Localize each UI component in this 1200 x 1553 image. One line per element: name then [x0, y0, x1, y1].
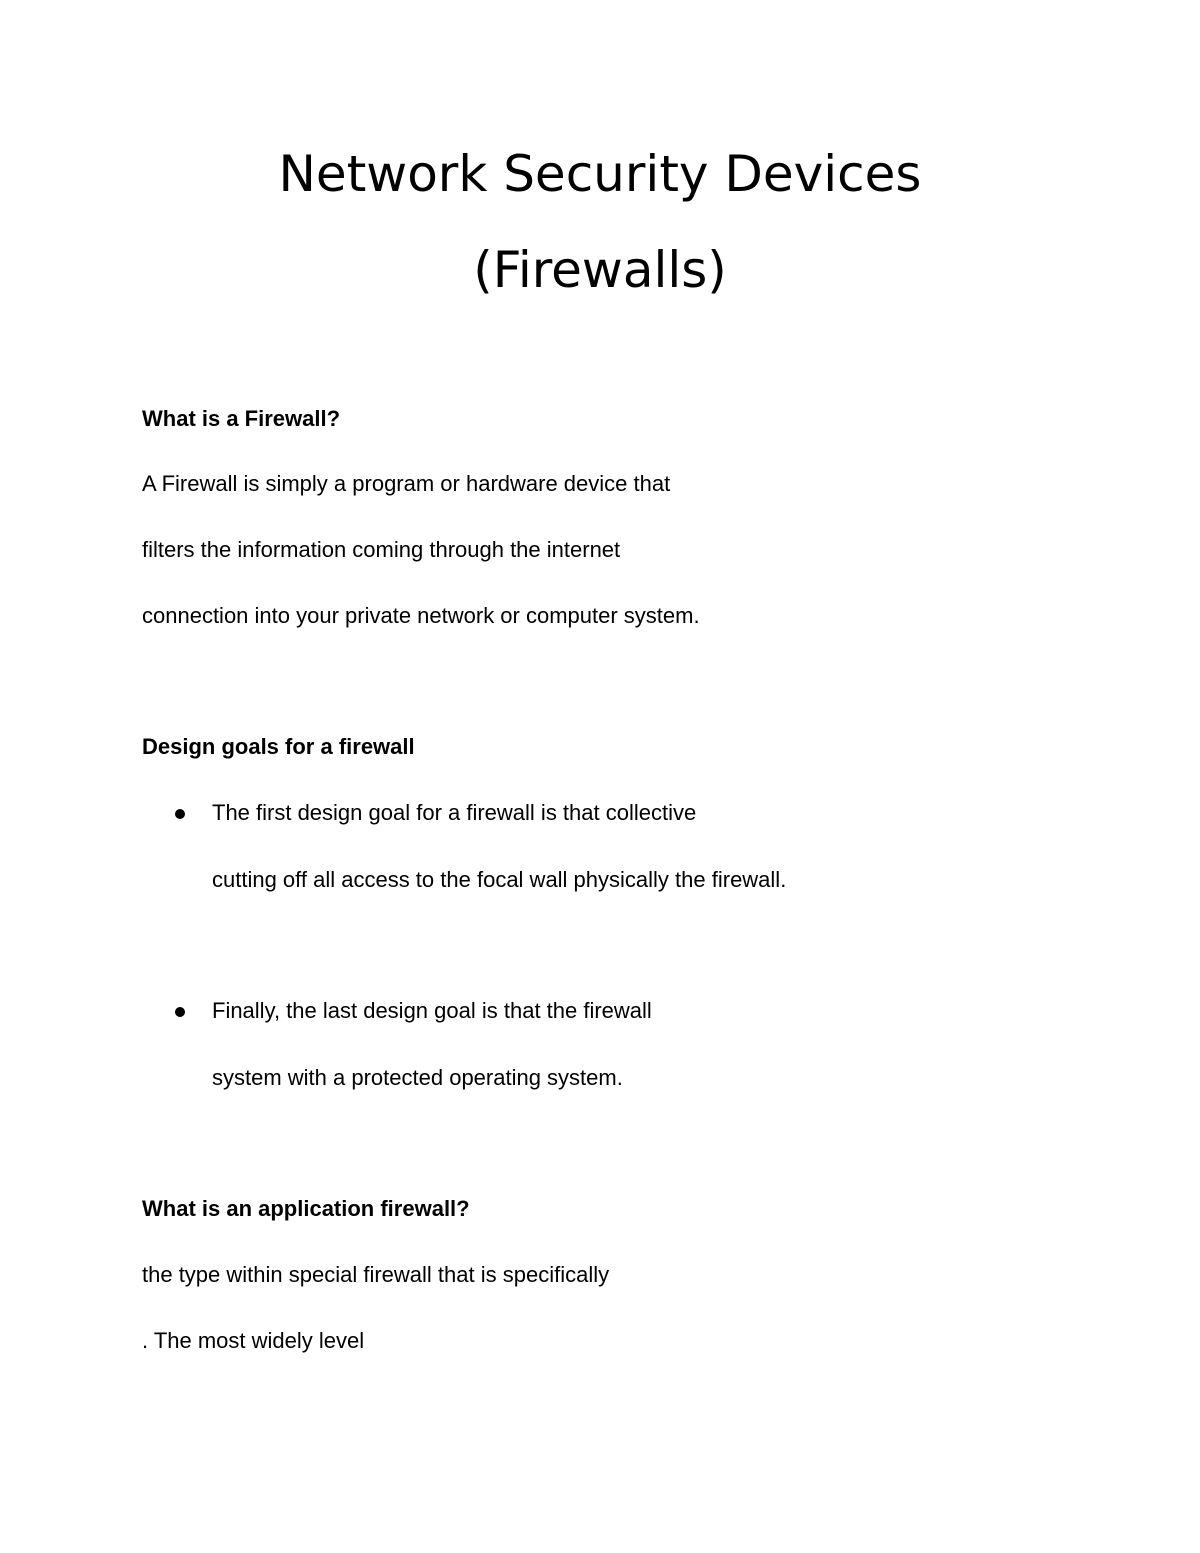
- document-title-line1: Network Security Devices: [278, 145, 922, 203]
- bullet-item-line: Finally, the last design goal is that the firewall: [212, 998, 652, 1023]
- paragraph-line: filters the information coming through the internet: [142, 537, 621, 562]
- section-heading-application-firewall: What is an application firewall?: [142, 1196, 470, 1221]
- bullet-item-line: system with a protected operating system.: [212, 1065, 623, 1090]
- section-heading-design-goals: Design goals for a firewall: [142, 734, 415, 759]
- bullet-icon: [175, 809, 185, 819]
- paragraph-line: the type within special firewall that is specifically: [142, 1262, 610, 1287]
- bullet-item-line: cutting off all access to the focal wall physically the firewall.: [212, 867, 787, 892]
- bullet-item-line: The first design goal for a firewall is that collective: [212, 800, 697, 825]
- paragraph-line: . The most widely level: [142, 1328, 365, 1353]
- bullet-icon: [175, 1007, 185, 1017]
- paragraph-line: connection into your private network or computer system.: [142, 603, 700, 628]
- paragraph-line: A Firewall is simply a program or hardware device that: [142, 471, 671, 496]
- document-title-line2: (Firewalls): [473, 241, 727, 299]
- section-heading-what-is-firewall: What is a Firewall?: [142, 406, 341, 431]
